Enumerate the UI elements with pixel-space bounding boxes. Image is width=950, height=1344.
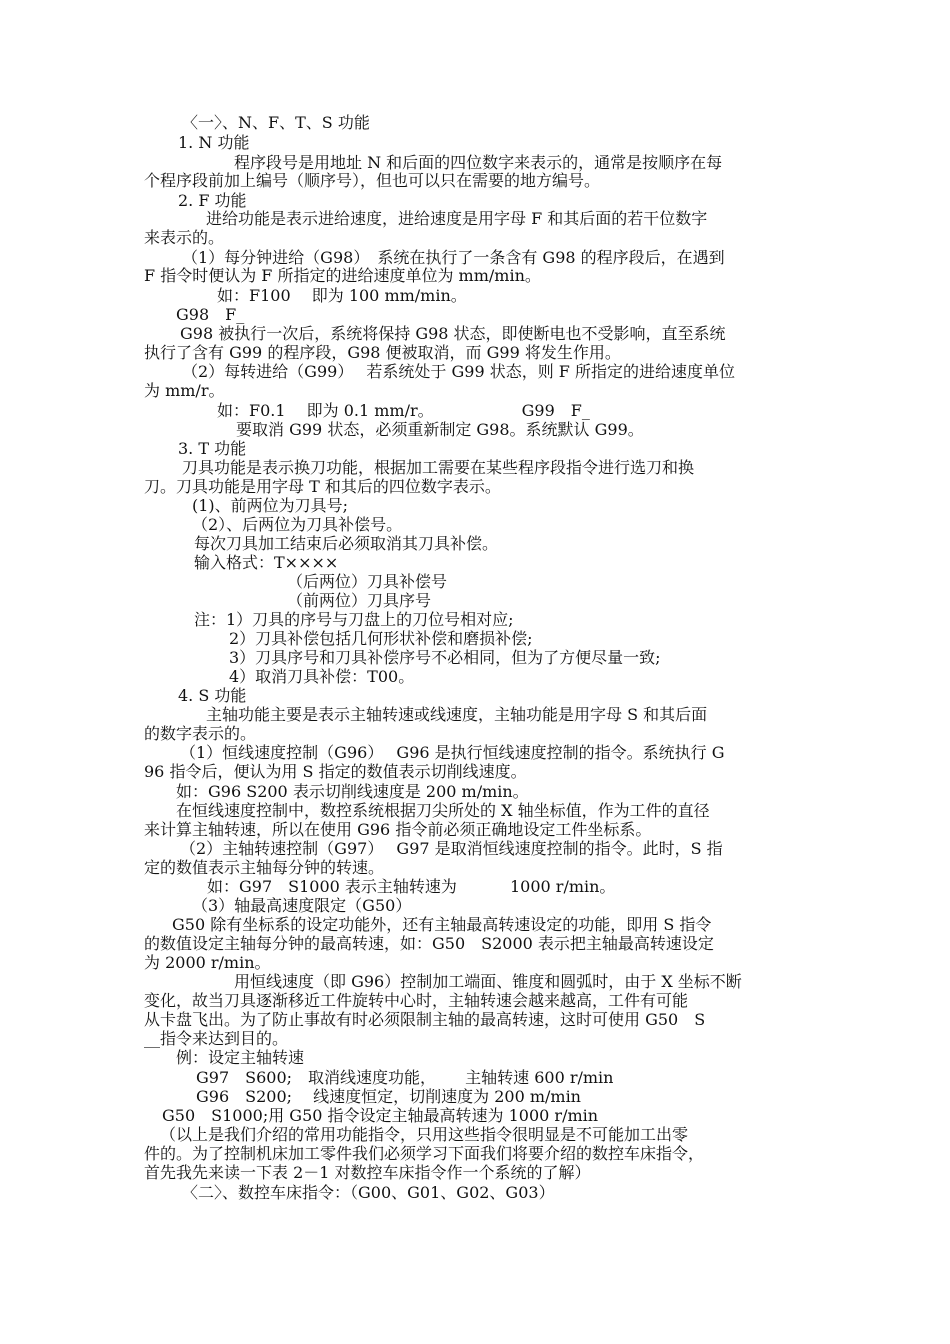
paragraph-line: 为 2000 r/min。: [144, 953, 271, 972]
paragraph-line: 要取消 G99 状态，必须重新制定 G98。系统默认 G99。: [236, 420, 644, 439]
paragraph-line: 主轴功能主要是表示主轴转速或线速度，主轴功能是用字母 S 和其后面: [206, 705, 708, 724]
code-line: G98 F_: [176, 305, 245, 324]
example-line: 如：G96 S200 表示切削线速度是 200 m/min。: [176, 782, 529, 801]
code-line: G97 S600; 取消线速度功能， 主轴转速 600 r/min: [196, 1068, 614, 1087]
paragraph-line: 96 指令后，便认为用 S 指定的数值表示切削线速度。: [144, 762, 527, 781]
format-note: （后两位）刀具补偿号: [287, 572, 448, 591]
paragraph-line: 来计算主轴转速，所以在使用 G96 指令前必须正确地设定工件坐标系。: [144, 820, 652, 839]
list-item: （2）、后两位为刀具补偿号。: [192, 515, 403, 534]
section-heading: 〈一〉、N、F、T、S 功能: [182, 113, 370, 132]
paragraph-line: （1）每分钟进给（G98） 系统在执行了一条含有 G98 的程序段后，在遇到: [182, 248, 725, 267]
paragraph-line: 件的。为了控制机床加工零件我们必须学习下面我们将要介绍的数控车床指令，: [144, 1144, 705, 1163]
paragraph-line: 来表示的。: [144, 228, 225, 247]
subheading: 4. S 功能: [178, 686, 247, 705]
paragraph-line: （以上是我们介绍的常用功能指令，只用这些指令很明显是不可能加工出零: [160, 1125, 689, 1144]
paragraph-line: F 指令时便认为 F 所指定的进给速度单位为 mm/min。: [144, 266, 541, 285]
subheading: 1. N 功能: [178, 133, 250, 152]
note-line: 2）刀具补偿包括几何形状补偿和磨损补偿;: [229, 629, 533, 648]
paragraph-line: 用恒线速度（即 G96）控制加工端面、锥度和圆弧时，由于 X 坐标不断: [234, 972, 742, 991]
paragraph-line: 执行了含有 G99 的程序段，G98 便被取消，而 G99 将发生作用。: [144, 343, 621, 362]
paragraph-line: G98 被执行一次后，系统将保持 G98 状态，即使断电也不受影响，直至系统: [180, 324, 726, 343]
paragraph-line: G50 除有坐标系的设定功能外，还有主轴最高转速设定的功能，即用 S 指令: [172, 915, 712, 934]
example-line: 如：F100 即为 100 mm/min。: [217, 286, 467, 305]
note-line: 4）取消刀具补偿：T00。: [229, 667, 415, 686]
example-heading: 例：设定主轴转速: [176, 1048, 305, 1067]
paragraph-line: __指令来达到目的。: [144, 1029, 289, 1048]
paragraph-line: 每次刀具加工结束后必须取消其刀具补偿。: [194, 534, 499, 553]
paragraph-line: 刀具功能是表示换刀功能，根据加工需要在某些程序段指令进行选刀和换: [182, 458, 695, 477]
paragraph-line: 的数值设定主轴每分钟的最高转速，如：G50 S2000 表示把主轴最高转速设定: [144, 934, 714, 953]
example-line: 如：G97 S1000 表示主轴转速为 1000 r/min。: [207, 877, 616, 896]
paragraph-line: （1）恒线速度控制（G96） G96 是执行恒线速度控制的指令。系统执行 G: [180, 743, 725, 762]
paragraph-line: （2）每转进给（G99） 若系统处于 G99 状态，则 F 所指定的进给速度单位: [182, 362, 735, 381]
paragraph-line: 为 mm/r。: [144, 381, 225, 400]
paragraph-line: 的数字表示的。: [144, 724, 257, 743]
paragraph-line: 个程序段前加上编号（顺序号），但也可以只在需要的地方编号。: [144, 171, 601, 190]
paragraph-line: 程序段号是用地址 N 和后面的四位数字来表示的，通常是按顺序在每: [234, 153, 723, 172]
paragraph-line: 在恒线速度控制中，数控系统根据刀尖所处的 X 轴坐标值，作为工件的直径: [176, 801, 710, 820]
paragraph-line: 输入格式：T××××: [194, 553, 339, 572]
paragraph-line: 刀。刀具功能是用字母 T 和其后的四位数字表示。: [144, 477, 501, 496]
section-heading: 〈二〉、数控车床指令：（G00、G01、G02、G03）: [182, 1183, 555, 1202]
code-line: G50 S1000;用 G50 指令设定主轴最高转速为 1000 r/min: [162, 1106, 599, 1125]
example-line: 如：F0.1 即为 0.1 mm/r。 G99 F_: [217, 401, 590, 420]
subheading: 3. T 功能: [178, 439, 247, 458]
paragraph-line: 首先我先来读一下表 2－1 对数控车床指令作一个系统的了解）: [144, 1163, 591, 1182]
paragraph-line: 变化，故当刀具逐渐移近工件旋转中心时，主轴转速会越来越高，工件有可能: [144, 991, 689, 1010]
note-line: 注：1）刀具的序号与刀盘上的刀位号相对应;: [194, 610, 514, 629]
subheading: 2. F 功能: [178, 191, 247, 210]
note-line: 3）刀具序号和刀具补偿序号不必相同，但为了方便尽量一致;: [229, 648, 661, 667]
paragraph-line: （3）轴最高速度限定（G50）: [192, 896, 412, 915]
list-item: (1)、前两位为刀具号;: [192, 496, 349, 515]
code-line: G96 S200; 线速度恒定，切削速度为 200 m/min: [196, 1087, 581, 1106]
paragraph-line: （2）主轴转速控制（G97） G97 是取消恒线速度控制的指令。此时，S 指: [180, 839, 723, 858]
paragraph-line: 从卡盘飞出。为了防止事故有时必须限制主轴的最高转速，这时可使用 G50 S: [144, 1010, 706, 1029]
paragraph-line: 定的数值表示主轴每分钟的转速。: [144, 858, 385, 877]
paragraph-line: 进给功能是表示进给速度，进给速度是用字母 F 和其后面的若干位数字: [206, 209, 708, 228]
format-note: （前两位）刀具序号: [287, 591, 432, 610]
